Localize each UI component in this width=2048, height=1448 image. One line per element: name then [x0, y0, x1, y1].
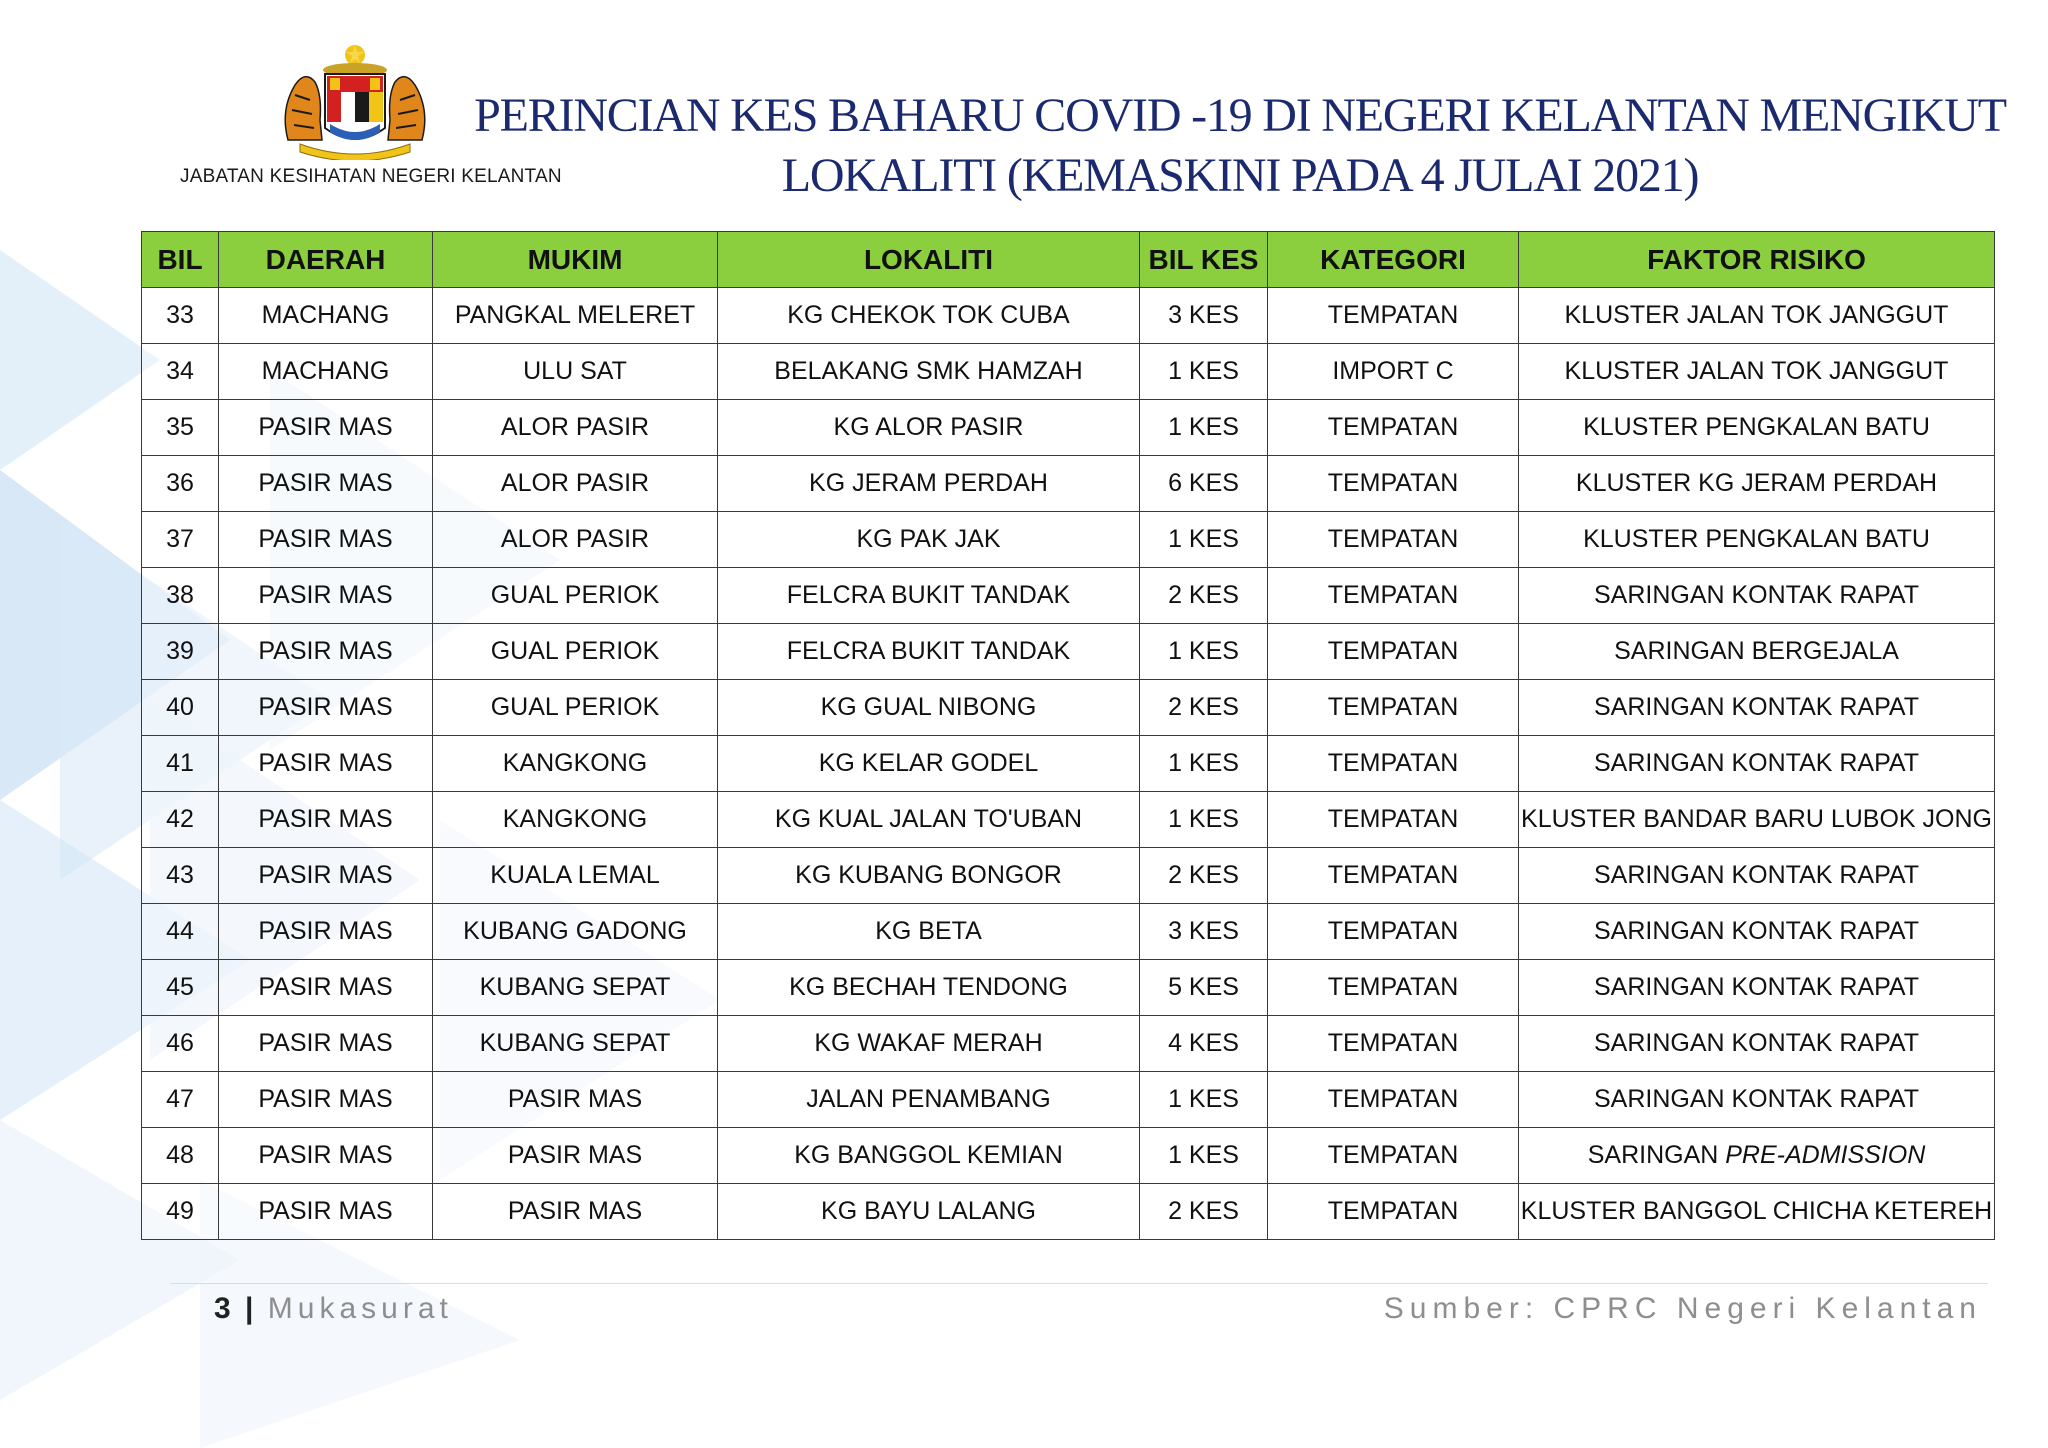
cell-bil-text: 47 — [166, 1085, 194, 1113]
cell-lokaliti-text: KG BECHAH TENDONG — [789, 973, 1068, 1001]
cell-bil-kes-text: 3 KES — [1168, 917, 1239, 945]
cell-daerah-text: MACHANG — [261, 357, 390, 385]
cell-kategori-text: TEMPATAN — [1327, 1141, 1459, 1169]
footer-divider — [170, 1283, 1988, 1284]
cell-faktor-risiko-text: KLUSTER BANGGOL CHICHA KETEREH — [1520, 1197, 1993, 1225]
cell-daerah — [219, 960, 433, 1016]
cell-kategori — [1268, 624, 1519, 680]
cell-daerah — [219, 456, 433, 512]
cell-faktor-risiko-text: SARINGAN KONTAK RAPAT — [1593, 1029, 1920, 1057]
cell-kategori — [1268, 512, 1519, 568]
cell-lokaliti — [718, 1072, 1140, 1128]
cell-faktor-risiko-text: SARINGAN KONTAK RAPAT — [1593, 581, 1920, 609]
table-row — [142, 848, 1995, 904]
cell-lokaliti-text: BELAKANG SMK HAMZAH — [774, 357, 1083, 385]
table-row — [142, 1184, 1995, 1240]
cell-daerah-text: PASIR MAS — [258, 973, 393, 1001]
cell-daerah-text: PASIR MAS — [258, 749, 393, 777]
cell-mukim-text: PASIR MAS — [507, 1085, 643, 1113]
cell-bil-kes — [1140, 400, 1268, 456]
cell-lokaliti-text: KG KUAL JALAN TO'UBAN — [774, 805, 1083, 833]
cell-kategori-text: TEMPATAN — [1327, 917, 1459, 945]
cell-faktor-risiko-text: SARINGAN KONTAK RAPAT — [1593, 749, 1920, 777]
cell-bil-kes — [1140, 960, 1268, 1016]
table-row — [142, 960, 1995, 1016]
cell-faktor-risiko — [1519, 848, 1995, 904]
cell-daerah — [219, 1184, 433, 1240]
cell-lokaliti-text: KG BAYU LALANG — [821, 1197, 1036, 1225]
cell-faktor-risiko-text: SARINGAN KONTAK RAPAT — [1593, 861, 1920, 889]
cell-lokaliti — [718, 568, 1140, 624]
cell-daerah — [219, 512, 433, 568]
cell-lokaliti — [718, 1016, 1140, 1072]
column-header-bil: BIL — [142, 232, 219, 288]
cell-kategori — [1268, 568, 1519, 624]
cell-daerah-text: PASIR MAS — [258, 1197, 393, 1225]
cell-bil-kes-text: 3 KES — [1168, 301, 1239, 329]
cell-bil-kes-text: 1 KES — [1168, 1085, 1239, 1113]
cell-faktor-risiko-text: SARINGAN BERGEJALA — [1614, 637, 1899, 665]
page-title — [470, 86, 2010, 206]
cell-mukim-text: ALOR PASIR — [500, 469, 650, 497]
cell-lokaliti — [718, 792, 1140, 848]
cell-bil-text: 42 — [166, 805, 194, 833]
cell-bil — [142, 904, 219, 960]
cell-lokaliti — [718, 680, 1140, 736]
cell-faktor-risiko-italic-text: PRE-ADMISSION — [1725, 1141, 1926, 1169]
cell-mukim — [433, 288, 718, 344]
cell-bil — [142, 568, 219, 624]
footer-page-info — [214, 1292, 453, 1326]
cell-lokaliti — [718, 288, 1140, 344]
cell-kategori-text: IMPORT C — [1332, 357, 1454, 385]
column-header-kategori: KATEGORI — [1268, 232, 1519, 288]
cell-daerah — [219, 1072, 433, 1128]
cell-bil-kes — [1140, 1016, 1268, 1072]
cell-mukim-text: GUAL PERIOK — [490, 637, 660, 665]
cell-bil-kes — [1140, 680, 1268, 736]
table-header-row — [142, 232, 1995, 288]
cell-bil — [142, 1016, 219, 1072]
cell-faktor-risiko-text: KLUSTER KG JERAM PERDAH — [1575, 469, 1938, 497]
cell-daerah — [219, 1128, 433, 1184]
cell-bil-kes-text: 5 KES — [1168, 973, 1239, 1001]
cell-bil-kes — [1140, 1128, 1268, 1184]
cell-bil — [142, 792, 219, 848]
cell-kategori-text: TEMPATAN — [1327, 1197, 1459, 1225]
cell-lokaliti — [718, 456, 1140, 512]
cell-lokaliti — [718, 1128, 1140, 1184]
table-row — [142, 344, 1995, 400]
column-header-lokaliti: LOKALITI — [718, 232, 1140, 288]
cell-bil-kes-text: 1 KES — [1168, 805, 1239, 833]
cell-bil-text: 34 — [166, 357, 194, 385]
cell-bil-text: 46 — [166, 1029, 194, 1057]
cell-bil-kes-text: 1 KES — [1168, 749, 1239, 777]
cell-lokaliti-text: KG KUBANG BONGOR — [795, 861, 1062, 889]
cell-bil — [142, 1128, 219, 1184]
cell-lokaliti — [718, 344, 1140, 400]
cell-bil — [142, 1072, 219, 1128]
cell-faktor-risiko — [1519, 512, 1995, 568]
cell-faktor-risiko — [1519, 456, 1995, 512]
cell-faktor-risiko — [1519, 400, 1995, 456]
cell-mukim — [433, 848, 718, 904]
cell-mukim-text: ALOR PASIR — [500, 413, 650, 441]
cell-mukim-text: ULU SAT — [523, 357, 627, 385]
cell-daerah — [219, 624, 433, 680]
cell-lokaliti — [718, 736, 1140, 792]
cell-bil-kes-text: 1 KES — [1168, 1141, 1239, 1169]
cell-faktor-risiko — [1519, 960, 1995, 1016]
cell-faktor-risiko — [1519, 904, 1995, 960]
cell-bil-kes-text: 1 KES — [1168, 413, 1239, 441]
cell-kategori-text: TEMPATAN — [1327, 637, 1459, 665]
coat-of-arms-logo — [270, 40, 440, 160]
cell-bil-kes-text: 2 KES — [1168, 581, 1239, 609]
cell-mukim-text: KUBANG SEPAT — [479, 973, 671, 1001]
cell-bil-text: 33 — [166, 301, 194, 329]
cell-lokaliti-text: KG GUAL NIBONG — [820, 693, 1037, 721]
cell-daerah — [219, 344, 433, 400]
cell-daerah — [219, 400, 433, 456]
cell-kategori-text: TEMPATAN — [1327, 973, 1459, 1001]
cell-lokaliti-text: FELCRA BUKIT TANDAK — [786, 637, 1071, 665]
table-row — [142, 1072, 1995, 1128]
cell-bil-text: 39 — [166, 637, 194, 665]
cell-mukim — [433, 1184, 718, 1240]
cell-daerah-text: PASIR MAS — [258, 693, 393, 721]
cell-lokaliti-text: KG BETA — [875, 917, 982, 945]
cell-bil-text: 35 — [166, 413, 194, 441]
cell-mukim — [433, 680, 718, 736]
cell-daerah-text: PASIR MAS — [258, 413, 393, 441]
cell-lokaliti-text: KG WAKAF MERAH — [814, 1029, 1043, 1057]
cell-kategori-text: TEMPATAN — [1327, 525, 1459, 553]
cell-bil-text: 49 — [166, 1197, 194, 1225]
cell-mukim — [433, 456, 718, 512]
cell-faktor-risiko — [1519, 344, 1995, 400]
table-row — [142, 400, 1995, 456]
cell-bil — [142, 736, 219, 792]
cell-daerah-text: MACHANG — [261, 301, 390, 329]
cell-bil-text: 44 — [166, 917, 194, 945]
table-row — [142, 456, 1995, 512]
table-row — [142, 1128, 1995, 1184]
cell-bil — [142, 456, 219, 512]
cell-faktor-risiko — [1519, 736, 1995, 792]
footer-source: Sumber: CPRC Negeri Kelantan — [1383, 1292, 1982, 1325]
cell-daerah-text: PASIR MAS — [258, 469, 393, 497]
cell-faktor-risiko — [1519, 792, 1995, 848]
cell-bil-kes — [1140, 848, 1268, 904]
cell-faktor-risiko-text: KLUSTER PENGKALAN BATU — [1583, 413, 1930, 441]
title-line-2: LOKALITI (KEMASKINI PADA 4 JULAI 2021) — [781, 149, 1699, 202]
cell-bil-kes — [1140, 512, 1268, 568]
cell-kategori — [1268, 344, 1519, 400]
table-row — [142, 288, 1995, 344]
cell-bil-kes — [1140, 568, 1268, 624]
department-name: JABATAN KESIHATAN NEGERI KELANTAN — [180, 166, 562, 187]
table-row — [142, 904, 1995, 960]
cell-kategori — [1268, 456, 1519, 512]
table-row — [142, 568, 1995, 624]
cell-faktor-risiko-text: SARINGAN KONTAK RAPAT — [1593, 917, 1920, 945]
cell-kategori — [1268, 400, 1519, 456]
cell-bil — [142, 680, 219, 736]
cell-kategori — [1268, 680, 1519, 736]
cell-bil-kes-text: 1 KES — [1168, 637, 1239, 665]
cell-mukim — [433, 1016, 718, 1072]
page-label: Mukasurat — [267, 1292, 453, 1325]
cell-lokaliti-text: KG ALOR PASIR — [833, 413, 1024, 441]
cell-faktor-risiko-text: KLUSTER JALAN TOK JANGGUT — [1564, 357, 1949, 385]
cell-lokaliti — [718, 400, 1140, 456]
cell-mukim-text: KANGKONG — [502, 805, 648, 833]
cell-mukim — [433, 568, 718, 624]
cell-lokaliti-text: JALAN PENAMBANG — [806, 1085, 1051, 1113]
cell-daerah-text: PASIR MAS — [258, 525, 393, 553]
cases-table — [141, 231, 1995, 1240]
cell-bil-kes-text: 4 KES — [1168, 1029, 1239, 1057]
cell-faktor-risiko — [1519, 288, 1995, 344]
cell-lokaliti — [718, 1184, 1140, 1240]
cell-mukim — [433, 624, 718, 680]
cell-mukim-text: GUAL PERIOK — [490, 581, 660, 609]
cell-faktor-risiko-text: SARINGAN KONTAK RAPAT — [1593, 1085, 1920, 1113]
cell-mukim — [433, 904, 718, 960]
cell-kategori-text: TEMPATAN — [1327, 301, 1459, 329]
cell-kategori-text: TEMPATAN — [1327, 693, 1459, 721]
cell-lokaliti — [718, 624, 1140, 680]
cell-bil-kes-text: 2 KES — [1168, 861, 1239, 889]
cell-bil-text: 37 — [166, 525, 194, 553]
cell-bil — [142, 848, 219, 904]
table-row — [142, 792, 1995, 848]
cell-bil — [142, 400, 219, 456]
cell-kategori-text: TEMPATAN — [1327, 805, 1459, 833]
cell-kategori — [1268, 1128, 1519, 1184]
cell-mukim — [433, 1072, 718, 1128]
cell-lokaliti-text: KG KELAR GODEL — [818, 749, 1039, 777]
cell-bil-kes — [1140, 344, 1268, 400]
cell-faktor-risiko — [1519, 624, 1995, 680]
cell-bil-kes — [1140, 1072, 1268, 1128]
cell-kategori — [1268, 736, 1519, 792]
cell-kategori-text: TEMPATAN — [1327, 1029, 1459, 1057]
cell-mukim — [433, 344, 718, 400]
cell-lokaliti-text: FELCRA BUKIT TANDAK — [786, 581, 1071, 609]
cell-bil-kes — [1140, 288, 1268, 344]
cell-faktor-risiko — [1519, 680, 1995, 736]
cell-mukim-text: KUBANG SEPAT — [479, 1029, 671, 1057]
cell-daerah-text: PASIR MAS — [258, 581, 393, 609]
cell-daerah — [219, 736, 433, 792]
cell-mukim-text: PASIR MAS — [507, 1141, 643, 1169]
cell-mukim-text: KUALA LEMAL — [490, 861, 660, 889]
cell-kategori — [1268, 288, 1519, 344]
cell-bil-kes — [1140, 624, 1268, 680]
cell-bil-text: 38 — [166, 581, 194, 609]
cell-mukim-text: PASIR MAS — [507, 1197, 643, 1225]
cell-faktor-risiko-text: SARINGAN KONTAK RAPAT — [1593, 973, 1920, 1001]
cell-daerah-text: PASIR MAS — [258, 917, 393, 945]
cell-bil-kes — [1140, 904, 1268, 960]
cell-daerah — [219, 680, 433, 736]
cell-kategori-text: TEMPATAN — [1327, 581, 1459, 609]
cell-bil-kes — [1140, 1184, 1268, 1240]
page-number: 3 — [214, 1292, 231, 1325]
cell-lokaliti — [718, 848, 1140, 904]
cell-mukim-text: ALOR PASIR — [500, 525, 650, 553]
column-header-mukim: MUKIM — [433, 232, 718, 288]
cell-kategori — [1268, 1072, 1519, 1128]
cell-daerah — [219, 792, 433, 848]
column-header-bil-kes: BIL KES — [1140, 232, 1268, 288]
cell-daerah — [219, 568, 433, 624]
cell-kategori-text: TEMPATAN — [1327, 413, 1459, 441]
table-row — [142, 624, 1995, 680]
cell-mukim-text: GUAL PERIOK — [490, 693, 660, 721]
cell-faktor-risiko — [1519, 1128, 1995, 1184]
cell-bil-text: 48 — [166, 1141, 194, 1169]
page-separator: | — [245, 1292, 254, 1325]
cell-lokaliti — [718, 904, 1140, 960]
cell-mukim-text: KUBANG GADONG — [463, 917, 687, 945]
cell-mukim — [433, 736, 718, 792]
cell-bil-kes-text: 2 KES — [1168, 1197, 1239, 1225]
cell-lokaliti-text: KG PAK JAK — [856, 525, 1001, 553]
cell-kategori-text: TEMPATAN — [1327, 1085, 1459, 1113]
cell-faktor-risiko-text: KLUSTER BANDAR BARU LUBOK JONG — [1521, 805, 1992, 833]
cell-daerah-text: PASIR MAS — [258, 1085, 393, 1113]
cell-faktor-risiko-text: KLUSTER JALAN TOK JANGGUT — [1564, 301, 1949, 329]
cell-bil — [142, 344, 219, 400]
cell-bil — [142, 1184, 219, 1240]
column-header-faktor-risiko: FAKTOR RISIKO — [1519, 232, 1995, 288]
cell-mukim-text: KANGKONG — [502, 749, 648, 777]
cell-daerah — [219, 848, 433, 904]
cell-bil-text: 41 — [166, 749, 194, 777]
cell-faktor-risiko-text: SARINGAN KONTAK RAPAT — [1593, 693, 1920, 721]
cell-lokaliti-text: KG JERAM PERDAH — [809, 469, 1048, 497]
table-row — [142, 512, 1995, 568]
cell-faktor-risiko — [1519, 1016, 1995, 1072]
cell-bil-kes-text: 6 KES — [1168, 469, 1239, 497]
cell-kategori — [1268, 960, 1519, 1016]
cell-lokaliti-text: KG CHEKOK TOK CUBA — [787, 301, 1070, 329]
cell-mukim — [433, 512, 718, 568]
cell-bil-text: 45 — [166, 973, 194, 1001]
cell-faktor-risiko — [1519, 1184, 1995, 1240]
cell-kategori-text: TEMPATAN — [1327, 749, 1459, 777]
cell-bil-text: 43 — [166, 861, 194, 889]
table-row — [142, 736, 1995, 792]
cell-bil — [142, 624, 219, 680]
cell-bil-kes — [1140, 456, 1268, 512]
cell-mukim — [433, 1128, 718, 1184]
cell-daerah — [219, 1016, 433, 1072]
cell-bil-text: 40 — [166, 693, 194, 721]
cell-daerah-text: PASIR MAS — [258, 637, 393, 665]
cell-mukim — [433, 400, 718, 456]
table-row — [142, 1016, 1995, 1072]
cell-daerah-text: PASIR MAS — [258, 1029, 393, 1057]
cell-bil-kes — [1140, 792, 1268, 848]
table-row — [142, 680, 1995, 736]
cell-bil — [142, 288, 219, 344]
cell-daerah — [219, 904, 433, 960]
cell-kategori-text: TEMPATAN — [1327, 861, 1459, 889]
table-body — [142, 288, 1995, 1240]
cell-faktor-risiko-text: SARINGAN — [1587, 1141, 1726, 1169]
cell-bil-kes-text: 1 KES — [1168, 525, 1239, 553]
cell-bil-kes-text: 1 KES — [1168, 357, 1239, 385]
cell-faktor-risiko-text: KLUSTER PENGKALAN BATU — [1583, 525, 1930, 553]
cell-kategori — [1268, 1016, 1519, 1072]
cell-daerah-text: PASIR MAS — [258, 861, 393, 889]
cell-kategori — [1268, 1184, 1519, 1240]
cell-lokaliti — [718, 960, 1140, 1016]
cell-kategori — [1268, 792, 1519, 848]
title-line-1: PERINCIAN KES BAHARU COVID -19 DI NEGERI KELANTAN MENGIKUT — [474, 89, 2006, 142]
cell-bil — [142, 512, 219, 568]
cell-kategori — [1268, 904, 1519, 960]
cell-lokaliti — [718, 512, 1140, 568]
cell-bil-text: 36 — [166, 469, 194, 497]
cell-daerah-text: PASIR MAS — [258, 1141, 393, 1169]
cell-kategori-text: TEMPATAN — [1327, 469, 1459, 497]
cell-lokaliti-text: KG BANGGOL KEMIAN — [794, 1141, 1063, 1169]
cell-bil — [142, 960, 219, 1016]
cell-bil-kes-text: 2 KES — [1168, 693, 1239, 721]
cell-mukim — [433, 792, 718, 848]
cell-daerah-text: PASIR MAS — [258, 805, 393, 833]
cell-mukim-text: PANGKAL MELERET — [454, 301, 696, 329]
cell-daerah — [219, 288, 433, 344]
cell-faktor-risiko — [1519, 1072, 1995, 1128]
cell-bil-kes — [1140, 736, 1268, 792]
column-header-daerah: DAERAH — [219, 232, 433, 288]
cell-faktor-risiko — [1519, 568, 1995, 624]
cell-mukim — [433, 960, 718, 1016]
cell-kategori — [1268, 848, 1519, 904]
